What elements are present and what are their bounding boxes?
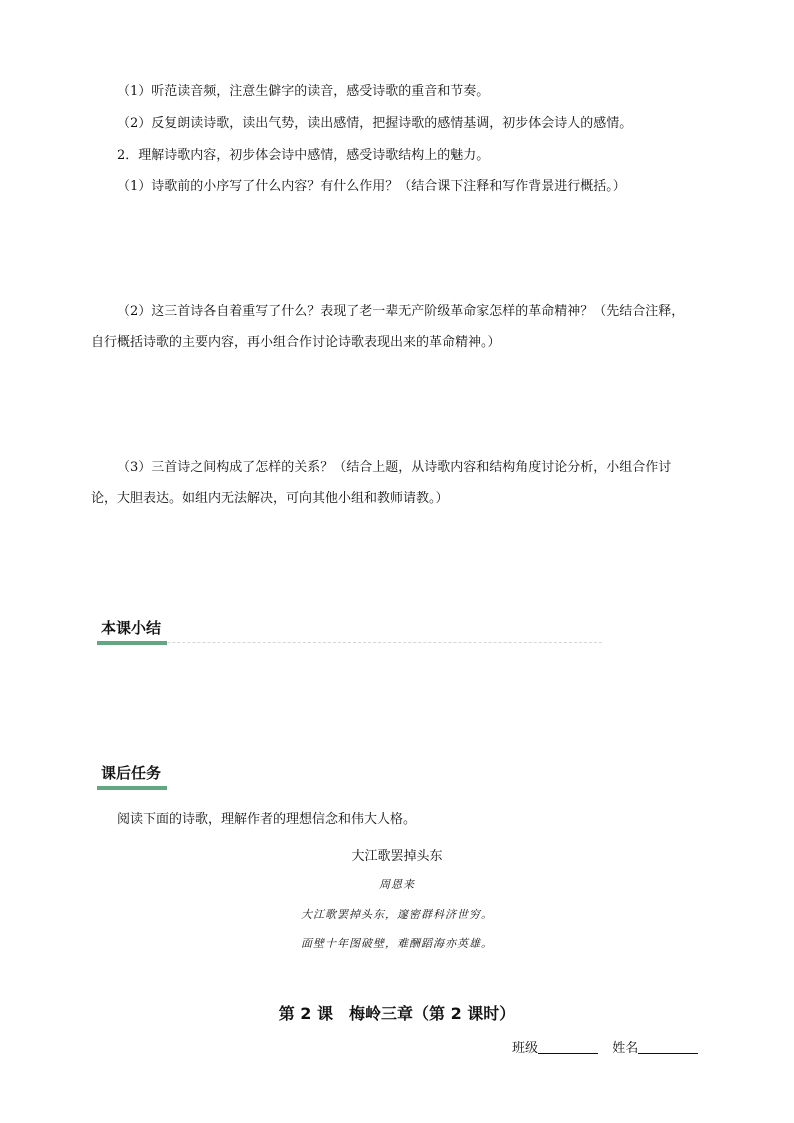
next-lesson-title: 第 2 课 梅岭三章（第 2 课时） <box>278 1004 516 1023</box>
poem-line-2: 面壁十年图破壁，难酬蹈海亦英雄。 <box>301 937 493 950</box>
question-2-line-2: 自行概括诗歌的主要内容，再小组合作讨论诗歌表现出来的革命精神。） <box>91 335 501 350</box>
question-3-line-2: 论，大胆表达。如组内无法解决，可向其他小组和教师请教。） <box>91 491 449 506</box>
name-label: 姓名 <box>612 1041 639 1056</box>
reading-item-1: （1）听范读音频，注意生僻字的读音，感受诗歌的重音和节奏。 <box>117 84 490 99</box>
poem-title: 大江歌罢掉头东 <box>351 849 443 864</box>
poem-line-1: 大江歌罢掉头东，邃密群科济世穷。 <box>301 908 493 921</box>
summary-section-header <box>97 619 602 643</box>
summary-title: 本课小结 <box>97 619 167 645</box>
name-blank[interactable] <box>638 1039 698 1054</box>
question-1: （1）诗歌前的小序写了什么内容？有什么作用？（结合课下注释和写作背景进行概括。） <box>117 179 626 194</box>
question-3-line-1: （3）三首诗之间构成了怎样的关系？（结合上题，从诗歌内容和结构角度讨论分析，小组合作讨 <box>117 460 672 475</box>
task2-heading: 2．理解诗歌内容，初步体会诗中感情，感受诗歌结构上的魅力。 <box>117 148 490 163</box>
poem-author: 周恩来 <box>379 878 415 891</box>
homework-section-header <box>97 764 187 787</box>
reading-item-2: （2）反复朗读诗歌，读出气势，读出感情，把握诗歌的感情基调，初步体会诗人的感情。 <box>117 116 633 131</box>
homework-title: 课后任务 <box>97 764 167 790</box>
student-info <box>512 1039 698 1059</box>
class-label: 班级 <box>512 1041 539 1056</box>
class-blank[interactable] <box>538 1039 598 1054</box>
homework-intro: 阅读下面的诗歌，理解作者的理想信念和伟大人格。 <box>117 812 417 827</box>
question-2-line-1: （2）这三首诗各自着重写了什么？表现了老一辈无产阶级革命家怎样的革命精神？（先结合注释， <box>117 304 685 319</box>
